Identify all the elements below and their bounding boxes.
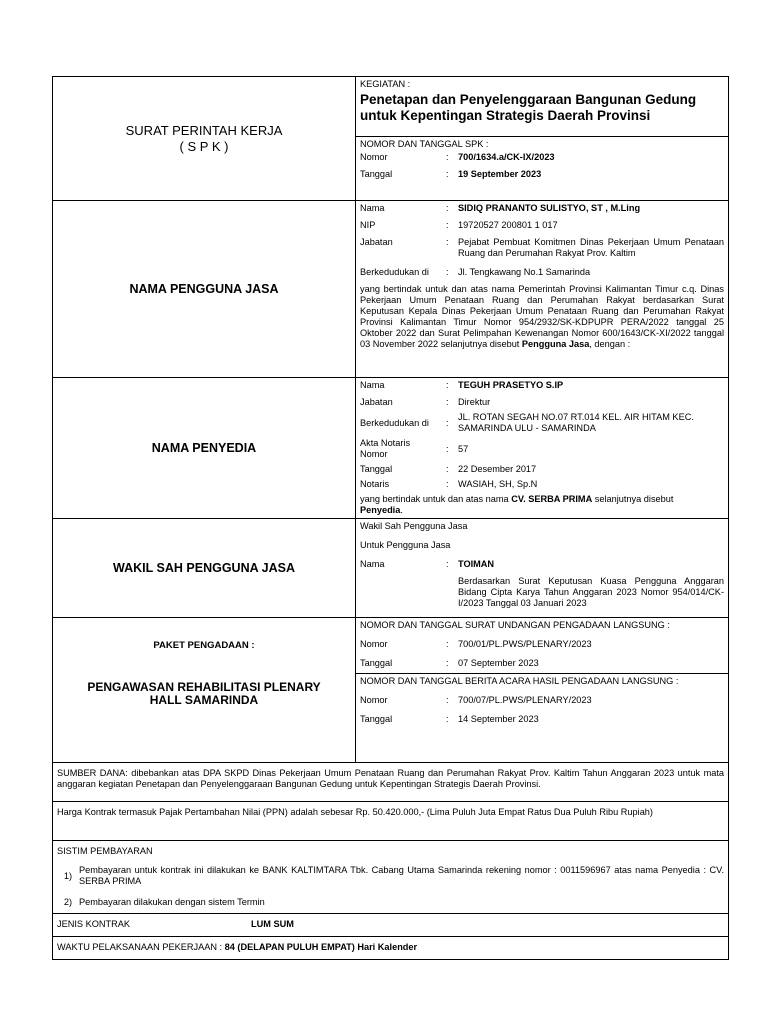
- document-abbrev: ( S P K ): [179, 138, 229, 154]
- undangan-nomor: 700/01/PL.PWS/PLENARY/2023: [458, 639, 592, 649]
- paket-row: [53, 618, 729, 763]
- jabatan-label: Jabatan: [360, 237, 393, 247]
- pembayaran-title: SISTIM PEMBAYARAN: [57, 846, 153, 856]
- kegiatan-cell: KEGIATAN : Penetapan dan Penyelenggaraan Bangunan Gedung untuk Kepentingan Strategis Daerah Provinsi NOMOR DAN TANGGAL SPK : Nomor : 700/1634.a/CK-IX/2023 Tanggal : 19 September 2023: [356, 77, 729, 201]
- spk-number-label: NOMOR DAN TANGGAL SPK :: [360, 139, 489, 149]
- nomor-label: Nomor: [360, 152, 388, 162]
- penyedia-row: [53, 378, 729, 519]
- jenis-label: JENIS KONTRAK: [57, 919, 131, 929]
- pengguna-section-label: NAMA PENGGUNA JASA: [53, 201, 356, 378]
- penyedia-jabatan: Direktur: [458, 397, 491, 407]
- wakil-details: Wakil Sah Pengguna Jasa Untuk Pengguna Jasa Nama : TOIMAN Berdasarkan Surat Keputusan Kuasa Pengguna Anggaran Bidang Cipta Karya Tahun Anggaran 2023 Nomor 954/014/CK-I/2023 Tanggal 03 Januari 2023: [356, 519, 729, 618]
- waktu-cell: [53, 937, 729, 960]
- pengguna-description: yang bertindak untuk dan atas nama Pemerintah Provinsi Kalimantan Timur c.q. Dinas Pekerjaan Umum Penataan Ruang dan Perumahan Rakyat berdasarkan Surat Keputusan Kepala Dinas Pekerjaan Umum Penataan Ruang dan Perumahan Rakyat Provinsi Kalimantan Timur Nomor 954/2932/SK-KDPUPR PERA/2022 tanggal 25 Oktober 2022 dan Surat Pelimpahan Kewenangan Nomor 600/1643/CK-XI/2022 tanggal 03 November 2022 selanjutnya disebut Pengguna Jasa, dengan :: [360, 284, 724, 349]
- penyedia-notaris: WASIAH, SH, Sp.N: [458, 479, 538, 489]
- pembayaran-cell: [53, 841, 729, 914]
- pembayaran-item: 2) Pembayaran dilakukan dengan sistem Termin: [63, 897, 265, 907]
- pengguna-row: [53, 201, 729, 378]
- penyedia-section-label: NAMA PENYEDIA: [53, 378, 356, 519]
- wakil-nama: TOIMAN: [458, 559, 495, 569]
- tanggal-label: Tanggal: [360, 169, 393, 179]
- title-cell: [53, 77, 356, 201]
- undangan-label: NOMOR DAN TANGGAL SURAT UNDANGAN PENGADAAN LANGSUNG :: [360, 620, 670, 630]
- berita-tanggal: 14 September 2023: [458, 714, 539, 724]
- pengguna-nip: 19720527 200801 1 017: [458, 220, 558, 230]
- penyedia-akta: 57: [458, 443, 469, 454]
- spk-number: 700/1634.a/CK-IX/2023: [458, 152, 555, 162]
- nama-label: Nama: [360, 559, 385, 569]
- wakil-line2: Untuk Pengguna Jasa: [360, 540, 451, 550]
- wakil-row: [53, 519, 729, 618]
- penyedia-tanggal: 22 Desember 2017: [458, 464, 537, 474]
- notaris-label: Notaris: [360, 479, 390, 489]
- tanggal-label: Tanggal: [360, 714, 393, 724]
- paket-cell: [53, 618, 356, 763]
- spk-date: 19 September 2023: [458, 169, 542, 179]
- pengguna-kedudukan: Jl. Tengkawang No.1 Samarinda: [458, 267, 591, 277]
- kedudukan-label: Berkedudukan di: [360, 267, 429, 277]
- harga-row: [53, 802, 729, 841]
- sumber-dana: SUMBER DANA: dibebankan atas DPA SKPD Dinas Pekerjaan Umum Penataan Ruang dan Perumahan Rakyat Prov. Kaltim Tahun Anggaran 2023 untuk mata anggaran kegiatan Penetapan dan Penyelenggaraan Bangunan Gedung untuk Kepentingan Strategis Daerah Provinsi.: [53, 763, 729, 802]
- penyedia-nama: TEGUH PRASETYO S.IP: [458, 380, 564, 390]
- wakil-section-label: WAKIL SAH PENGGUNA JASA: [53, 519, 356, 618]
- spk-table: [52, 76, 729, 960]
- pembayaran-row: [53, 841, 729, 914]
- spk-document: [52, 76, 728, 960]
- tanggal-label: Tanggal: [360, 464, 393, 474]
- akta-label: Akta Notaris Nomor: [360, 438, 411, 459]
- nama-label: Nama: [360, 203, 385, 213]
- harga-kontrak: Harga Kontrak termasuk Pajak Pertambahan Nilai (PPN) adalah sebesar Rp. 50.420.000,- (Lima Puluh Juta Empat Ratus Dua Puluh Ribu Rupiah): [53, 802, 729, 841]
- waktu-label: WAKTU PELAKSANAAN PEKERJAAN :: [57, 942, 223, 952]
- berita-nomor: 700/07/PL.PWS/PLENARY/2023: [458, 695, 592, 705]
- kegiatan-title: Penetapan dan Penyelenggaraan Bangunan Gedung untuk Kepentingan Strategis Daerah Provinsi: [360, 92, 697, 123]
- nomor-label: Nomor: [360, 695, 388, 705]
- paket-name: PENGAWASAN REHABILITASI PLENARY HALL SAMARINDA: [87, 680, 321, 707]
- pengguna-jabatan: Pejabat Pembuat Komitmen Dinas Pekerjaan Umum Penataan Ruang dan Perumahan Rakyat Prov. Kaltim: [458, 237, 724, 258]
- pembayaran-item: 1) Pembayaran untuk kontrak ini dilakukan ke BANK KALTIMTARA Tbk. Cabang Utama Samarinda rekening nomor : 0011596967 atas nama Penyedia : CV. SERBA PRIMA: [63, 865, 724, 886]
- undangan-tanggal: 07 September 2023: [458, 658, 539, 668]
- penyedia-kedudukan: JL. ROTAN SEGAH NO.07 RT.014 KEL. AIR HITAM KEC. SAMARINDA ULU - SAMARINDA: [458, 412, 694, 433]
- waktu-row: [53, 937, 729, 960]
- jabatan-label: Jabatan: [360, 397, 393, 407]
- sumber-dana-row: [53, 763, 729, 802]
- berita-label: NOMOR DAN TANGGAL BERITA ACARA HASIL PENGADAAN LANGSUNG :: [360, 676, 679, 686]
- paket-label: PAKET PENGADAAN :: [153, 640, 255, 651]
- kegiatan-label: KEGIATAN :: [360, 79, 411, 89]
- pengguna-details: Nama : SIDIQ PRANANTO SULISTYO, ST , M.Ling NIP : 19720527 200801 1 017 Jabatan : Pejabat Pembuat Komitmen Dinas Pekerjaan Umum Penataan Ruang dan Perumahan Rakyat Prov. Kaltim Berkedudukan di : Jl. Tengkawang No.1 Samarinda yang bertindak untuk dan atas nama Pemerintah Provinsi Kalimantan Timur c.q. Dinas Pekerjaan Umum Penataan Ruang dan Perumahan Rakyat berdasarkan Surat Keputusan Kepala Dinas Pekerjaan Umum Penataan Ruang dan Perumahan Rakyat Provinsi Kalimantan Timur Nomor 954/2932/SK-KDPUPR PERA/2022 tanggal 25 Oktober 2022 dan Surat Pelimpahan Kewenangan Nomor 600/1643/CK-XI/2022 tanggal 03 November 2022 selanjutnya disebut Pengguna Jasa, dengan :: [356, 201, 729, 378]
- penyedia-details: Nama : TEGUH PRASETYO S.IP Jabatan : Direktur Berkedudukan di : JL. ROTAN SEGAH NO.07 RT.014 KEL. AIR HITAM KEC. SAMARINDA ULU - SAMARINDA Akta Notaris Nomor : 57 Tanggal : 22 Desember 2017 Notaris : WASIAH, SH, Sp.N yang bertindak untuk dan atas nama CV. SERBA PRIMA selanjutnya disebut Penyedia.: [356, 378, 729, 519]
- tanggal-label: Tanggal: [360, 658, 393, 668]
- jenis-row: [53, 914, 729, 937]
- waktu-value: 84 (DELAPAN PULUH EMPAT) Hari Kalender: [224, 942, 418, 952]
- kedudukan-label: Berkedudukan di: [360, 417, 429, 428]
- pengguna-nama: SIDIQ PRANANTO SULISTYO, ST , M.Ling: [458, 203, 641, 213]
- paket-details: NOMOR DAN TANGGAL SURAT UNDANGAN PENGADAAN LANGSUNG : Nomor : 700/01/PL.PWS/PLENARY/2023 Tanggal : 07 September 2023 NOMOR DAN TANGGAL BERITA ACARA HASIL PENGADAAN LANGSUNG : Nomor : 700/07/PL.PWS/PLENARY/2023 Tanggal : 14 September 2023: [356, 618, 729, 763]
- nama-label: Nama: [360, 380, 385, 390]
- document-title: SURAT PERINTAH KERJA: [125, 122, 283, 138]
- header-row: [53, 77, 729, 201]
- nomor-label: Nomor: [360, 639, 388, 649]
- penyedia-description: yang bertindak untuk dan atas nama CV. SERBA PRIMA selanjutnya disebut Penyedia.: [360, 494, 674, 515]
- nip-label: NIP: [360, 220, 376, 230]
- wakil-line1: Wakil Sah Pengguna Jasa: [360, 521, 468, 531]
- jenis-value: LUM SUM: [251, 919, 294, 929]
- wakil-description: Berdasarkan Surat Keputusan Kuasa Pengguna Anggaran Bidang Cipta Karya Tahun Anggaran 2023 Nomor 954/014/CK-I/2023 Tanggal 03 Januari 2023: [458, 576, 724, 608]
- jenis-kontrak-cell: [53, 914, 729, 937]
